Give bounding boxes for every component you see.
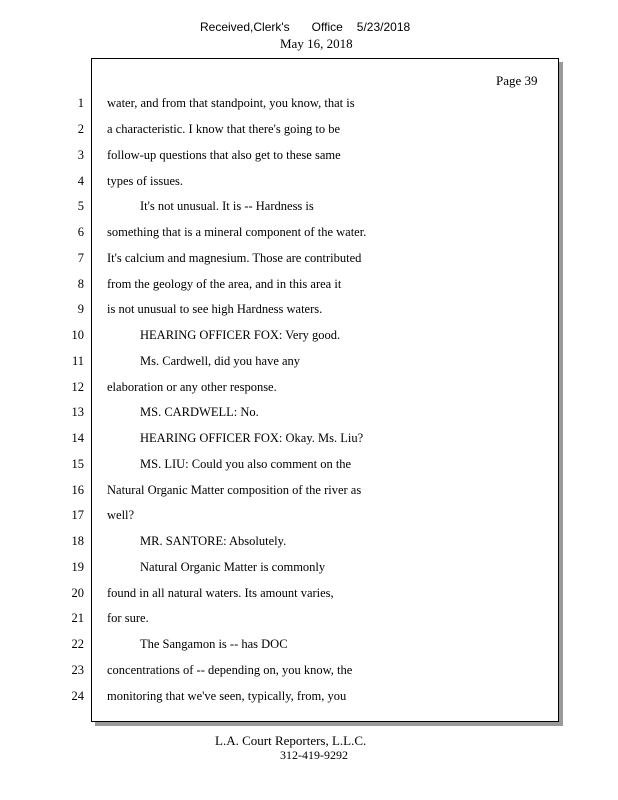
transcript-line: for sure. [107, 611, 149, 625]
transcript-line: elaboration or any other response. [107, 380, 277, 394]
line-number: 1 [77, 96, 84, 110]
footer-company: L.A. Court Reporters, L.L.C. [215, 733, 367, 748]
transcript-line: monitoring that we've seen, typically, from, you [107, 689, 347, 703]
transcript-line: well? [107, 508, 135, 522]
transcript-line: types of issues. [107, 174, 184, 188]
line-number: 12 [71, 380, 84, 394]
line-number: 2 [77, 122, 84, 136]
line-number: 8 [77, 277, 84, 291]
transcript-line: is not unusual to see high Hardness waters. [107, 302, 323, 316]
footer-phone: 312-419-9292 [280, 748, 348, 762]
line-number: 16 [71, 483, 84, 497]
line-number: 14 [71, 431, 84, 445]
transcript-line: Natural Organic Matter composition of the river as [107, 483, 362, 497]
transcript-line: HEARING OFFICER FOX: Very good. [140, 328, 341, 342]
line-number: 15 [71, 457, 84, 471]
line-number: 21 [71, 611, 84, 625]
received-stamp [200, 20, 410, 34]
transcript-line: MR. SANTORE: Absolutely. [140, 534, 287, 548]
transcript-line: from the geology of the area, and in this area it [107, 277, 342, 291]
line-number: 23 [71, 663, 84, 677]
line-number: 6 [77, 225, 84, 239]
transcript-line: MS. CARDWELL: No. [140, 405, 259, 419]
line-number: 18 [71, 534, 84, 548]
transcript-line: It's calcium and magnesium. Those are contributed [107, 251, 362, 265]
line-number: 20 [71, 586, 84, 600]
transcript-line: found in all natural waters. Its amount varies, [107, 586, 334, 600]
transcript-line: MS. LIU: Could you also comment on the [140, 457, 352, 471]
transcript-line: follow-up questions that also get to these same [107, 148, 341, 162]
transcript-line: water, and from that standpoint, you know, that is [107, 96, 355, 110]
line-number: 13 [71, 405, 84, 419]
document-date: May 16, 2018 [280, 36, 353, 51]
line-number: 10 [71, 328, 84, 342]
line-number: 19 [71, 560, 84, 574]
transcript-line: a characteristic. I know that there's going to be [107, 122, 341, 136]
transcript-line: It's not unusual. It is -- Hardness is [140, 199, 314, 213]
stamp-date: 5/23/2018 [356, 20, 411, 34]
page-number: Page 39 [496, 73, 538, 88]
transcript-line: HEARING OFFICER FOX: Okay. Ms. Liu? [140, 431, 364, 445]
line-number: 17 [71, 508, 84, 522]
line-number: 4 [77, 174, 84, 188]
stamp-office: Office [311, 20, 343, 34]
transcript-line: something that is a mineral component of the water. [107, 225, 367, 239]
line-number: 11 [71, 354, 84, 368]
transcript-line: concentrations of -- depending on, you know, the [107, 663, 353, 677]
stamp-received: Received,Clerk's [200, 20, 290, 34]
line-number: 3 [77, 148, 84, 162]
line-number: 5 [77, 199, 84, 213]
line-number: 24 [71, 689, 84, 703]
line-number: 9 [77, 302, 84, 316]
line-number: 22 [71, 637, 84, 651]
transcript-line: Ms. Cardwell, did you have any [140, 354, 301, 368]
line-number: 7 [77, 251, 84, 265]
transcript-line: The Sangamon is -- has DOC [140, 637, 288, 651]
transcript-line: Natural Organic Matter is commonly [140, 560, 326, 574]
